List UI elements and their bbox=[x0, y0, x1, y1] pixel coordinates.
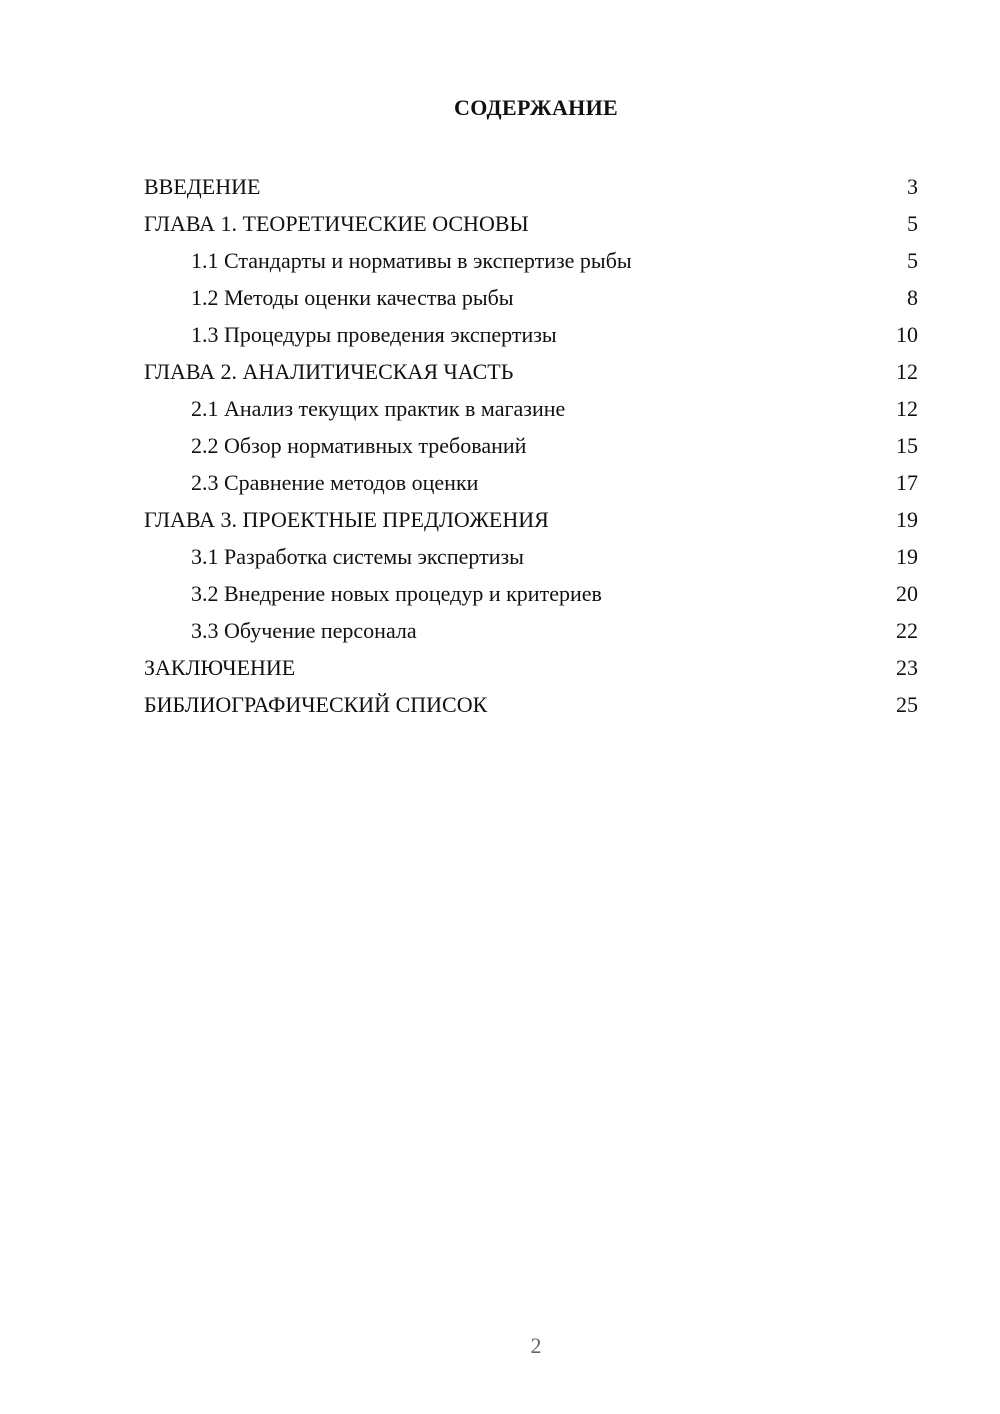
toc-entry-page: 22 bbox=[896, 617, 918, 643]
toc-entry-label: 2.2 Обзор нормативных требований bbox=[191, 432, 527, 458]
toc-entry bbox=[144, 649, 918, 686]
toc-entry-page: 19 bbox=[896, 506, 918, 532]
page-number: 2 bbox=[530, 1333, 542, 1358]
toc-entry-label: ВВЕДЕНИЕ bbox=[144, 173, 261, 199]
toc-entry-label: ГЛАВА 1. ТЕОРЕТИЧЕСКИЕ ОСНОВЫ bbox=[144, 210, 529, 236]
toc-entry-label: 1.1 Стандарты и нормативы в экспертизе рыбы bbox=[191, 247, 632, 273]
toc-entry-label: 2.1 Анализ текущих практик в магазине bbox=[191, 395, 566, 421]
toc-entry bbox=[144, 168, 918, 205]
toc-entry-label: ЗАКЛЮЧЕНИЕ bbox=[144, 654, 296, 680]
toc-subentry bbox=[144, 279, 918, 316]
toc-entry-label: 3.3 Обучение персонала bbox=[191, 617, 417, 643]
toc-entry bbox=[144, 353, 918, 390]
toc-subentry bbox=[144, 316, 918, 353]
toc-title: СОДЕРЖАНИЕ bbox=[454, 95, 618, 120]
toc-subentry bbox=[144, 390, 918, 427]
toc-entry-label: БИБЛИОГРАФИЧЕСКИЙ СПИСОК bbox=[144, 691, 488, 717]
toc-entry bbox=[144, 501, 918, 538]
toc-entry-label: 1.3 Процедуры проведения экспертизы bbox=[191, 321, 557, 347]
toc-entry-page: 17 bbox=[896, 469, 918, 495]
toc-entry-page: 3 bbox=[907, 173, 918, 199]
toc-entry-page: 10 bbox=[896, 321, 918, 347]
toc-entry bbox=[144, 205, 918, 242]
toc-subentry bbox=[144, 464, 918, 501]
toc-entry-page: 8 bbox=[907, 284, 918, 310]
toc-subentry bbox=[144, 575, 918, 612]
toc-entry bbox=[144, 686, 918, 723]
toc-entry-label: ГЛАВА 3. ПРОЕКТНЫЕ ПРЕДЛОЖЕНИЯ bbox=[144, 506, 549, 532]
toc-entry-page: 12 bbox=[896, 395, 918, 421]
toc-subentry bbox=[144, 612, 918, 649]
toc-entry-page: 5 bbox=[907, 210, 918, 236]
toc-entry-page: 19 bbox=[896, 543, 918, 569]
toc-entry-label: 1.2 Методы оценки качества рыбы bbox=[191, 284, 514, 310]
toc-entry-label: 3.2 Внедрение новых процедур и критериев bbox=[191, 580, 602, 606]
toc-entry-page: 5 bbox=[907, 247, 918, 273]
toc-entry-page: 12 bbox=[896, 358, 918, 384]
toc-entry-page: 23 bbox=[896, 654, 918, 680]
toc-entry-label: ГЛАВА 2. АНАЛИТИЧЕСКАЯ ЧАСТЬ bbox=[144, 358, 514, 384]
toc-entry-label: 3.1 Разработка системы экспертизы bbox=[191, 543, 524, 569]
toc-entry-page: 20 bbox=[896, 580, 918, 606]
toc-subentry bbox=[144, 538, 918, 575]
toc-subentry bbox=[144, 427, 918, 464]
table-of-contents bbox=[144, 168, 918, 723]
toc-subentry bbox=[144, 242, 918, 279]
toc-entry-label: 2.3 Сравнение методов оценки bbox=[191, 469, 479, 495]
toc-entry-page: 25 bbox=[896, 691, 918, 717]
toc-entry-page: 15 bbox=[896, 432, 918, 458]
